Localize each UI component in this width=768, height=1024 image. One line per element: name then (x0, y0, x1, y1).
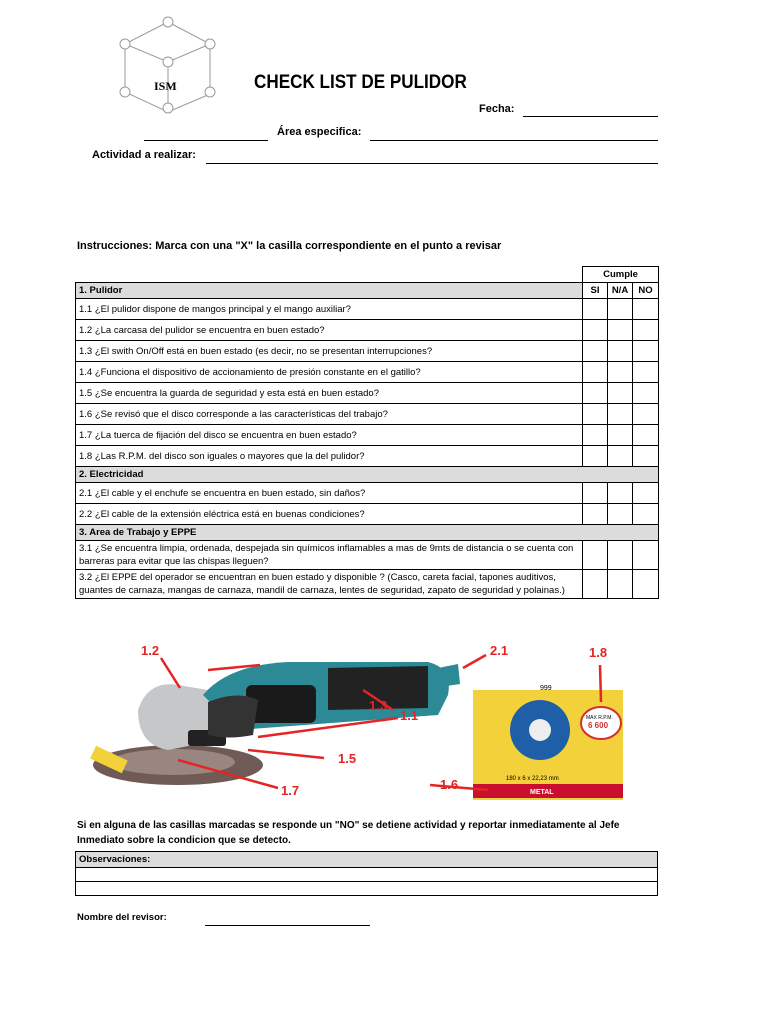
checkbox-no[interactable] (633, 541, 659, 570)
checklist-question: 1.3 ¿El swith On/Off está en buen estado (es decir, no se presentan interrupciones? (76, 341, 583, 362)
area-prefix-field[interactable] (144, 140, 268, 141)
actividad-field[interactable] (206, 163, 658, 164)
revisor-label: Nombre del revisor: (77, 912, 167, 923)
checklist-row (76, 483, 659, 504)
checklist-row (76, 504, 659, 525)
section-title: 1. Pulidor (76, 283, 583, 299)
checkbox-si[interactable] (583, 483, 608, 504)
checklist-question: 1.5 ¿Se encuentra la guarda de seguridad y esta está en buen estado? (76, 383, 583, 404)
area-label: Área especifica: (277, 126, 362, 138)
callout-1-3: 1.3 (369, 698, 388, 713)
observaciones-table (75, 851, 658, 896)
checklist-row (76, 446, 659, 467)
checklist-row (76, 425, 659, 446)
fecha-label: Fecha: (479, 103, 515, 115)
actividad-label: Actividad a realizar: (92, 149, 196, 161)
checklist-row (76, 541, 659, 570)
checkbox-si[interactable] (583, 362, 608, 383)
disc-rpm: 6 600 (588, 721, 609, 730)
checklist-table (75, 266, 659, 599)
logo-text: ISM (154, 79, 177, 93)
checkbox-si[interactable] (583, 383, 608, 404)
column-header: N/A (608, 283, 633, 299)
fecha-field[interactable] (523, 116, 658, 117)
checklist-question: 3.1 ¿Se encuentra limpia, ordenada, despejada sin químicos inflamables a mas de 9mts de distancia o se cuenta con barreras para evitar que las chispas lleguen? (76, 541, 583, 570)
checkbox-no[interactable] (633, 383, 659, 404)
checklist-row (76, 320, 659, 341)
grinder-diagram (88, 640, 668, 805)
checkbox-si[interactable] (583, 504, 608, 525)
checkbox-na[interactable] (608, 383, 633, 404)
section-header (76, 283, 659, 299)
disc-metal-label: METAL (530, 789, 554, 796)
area-field[interactable] (370, 140, 658, 141)
checklist-row (76, 383, 659, 404)
checklist-question: 1.7 ¿La tuerca de fijación del disco se encuentra en buen estado? (76, 425, 583, 446)
section-header (76, 525, 659, 541)
checklist-question: 1.4 ¿Funciona el dispositivo de accionamiento de presión constante en el gatillo? (76, 362, 583, 383)
checklist-row (76, 341, 659, 362)
cumple-header: Cumple (583, 267, 659, 283)
checklist-question: 1.6 ¿Se revisó que el disco corresponde a las características del trabajo? (76, 404, 583, 425)
checkbox-no[interactable] (633, 320, 659, 341)
observaciones-line[interactable] (76, 868, 658, 882)
callout-1-2: 1.2 (141, 643, 160, 658)
column-header: NO (633, 283, 659, 299)
observaciones-header: Observaciones: (76, 852, 658, 868)
ism-logo (110, 14, 220, 114)
checklist-row (76, 362, 659, 383)
checkbox-na[interactable] (608, 299, 633, 320)
checkbox-na[interactable] (608, 570, 633, 599)
checklist-question: 1.2 ¿La carcasa del pulidor se encuentra en buen estado? (76, 320, 583, 341)
checkbox-no[interactable] (633, 483, 659, 504)
checklist-row (76, 570, 659, 599)
checklist-question: 1.8 ¿Las R.P.M. del disco son iguales o mayores que la del pulidor? (76, 446, 583, 467)
column-header: SI (583, 283, 608, 299)
callout-1-7: 1.7 (281, 783, 300, 798)
stop-note: Si en alguna de las casillas marcadas se responde un "NO" se detiene actividad y reportar inmediatamente al Jefe Inmediato sobre la condicion que se detecto. (77, 820, 620, 846)
blank-cell (76, 267, 583, 283)
section-header (76, 467, 659, 483)
checkbox-si[interactable] (583, 570, 608, 599)
disc-rpm-label: MAX R.P.M. (586, 715, 613, 721)
checkbox-no[interactable] (633, 425, 659, 446)
disc-brand: 999 (540, 685, 552, 692)
callout-1-8: 1.8 (589, 645, 608, 660)
observaciones-line[interactable] (76, 882, 658, 896)
checkbox-si[interactable] (583, 541, 608, 570)
revisor-field[interactable] (205, 925, 370, 926)
checkbox-si[interactable] (583, 425, 608, 446)
checkbox-no[interactable] (633, 299, 659, 320)
checkbox-na[interactable] (608, 425, 633, 446)
callout-1-1: 1.1 (400, 708, 419, 723)
checkbox-na[interactable] (608, 446, 633, 467)
callout-1-5: 1.5 (338, 751, 357, 766)
checkbox-na[interactable] (608, 404, 633, 425)
section-title: 3. Area de Trabajo y EPPE (76, 525, 659, 541)
grinder-image (90, 662, 460, 785)
checklist-row (76, 299, 659, 320)
checkbox-na[interactable] (608, 504, 633, 525)
disc-size: 180 x 6 x 22,23 mm (506, 776, 559, 782)
checkbox-si[interactable] (583, 320, 608, 341)
instructions: Instrucciones: Marca con una "X" la casilla correspondiente en el punto a revisar (77, 240, 502, 252)
checkbox-si[interactable] (583, 446, 608, 467)
checkbox-na[interactable] (608, 541, 633, 570)
checkbox-na[interactable] (608, 320, 633, 341)
checkbox-no[interactable] (633, 362, 659, 383)
checklist-question: 2.2 ¿El cable de la extensión eléctrica está en buenas condiciones? (76, 504, 583, 525)
checklist-row (76, 404, 659, 425)
checkbox-na[interactable] (608, 362, 633, 383)
checkbox-no[interactable] (633, 404, 659, 425)
callout-1-6: 1.6 (440, 777, 459, 792)
checkbox-no[interactable] (633, 504, 659, 525)
checkbox-na[interactable] (608, 483, 633, 504)
checklist-question: 3.2 ¿El EPPE del operador se encuentran en buen estado y disponible ? (Casco, careta facial, tapones auditivos, guantes de carnaza, mangas de carnaza, mandil de carnaza, lentes de seguridad, zapato de seguridad y polainas.) (76, 570, 583, 599)
page-title: CHECK LIST DE PULIDOR (254, 72, 467, 93)
checkbox-si[interactable] (583, 299, 608, 320)
checkbox-si[interactable] (583, 341, 608, 362)
section-title: 2. Electricidad (76, 467, 659, 483)
checkbox-si[interactable] (583, 404, 608, 425)
checklist-question: 1.1 ¿El pulidor dispone de mangos principal y el mango auxiliar? (76, 299, 583, 320)
checkbox-na[interactable] (608, 341, 633, 362)
callout-2-1: 2.1 (490, 643, 509, 658)
checkbox-no[interactable] (633, 570, 659, 599)
checkbox-no[interactable] (633, 446, 659, 467)
checkbox-no[interactable] (633, 341, 659, 362)
checklist-question: 2.1 ¿El cable y el enchufe se encuentra en buen estado, sin daños? (76, 483, 583, 504)
